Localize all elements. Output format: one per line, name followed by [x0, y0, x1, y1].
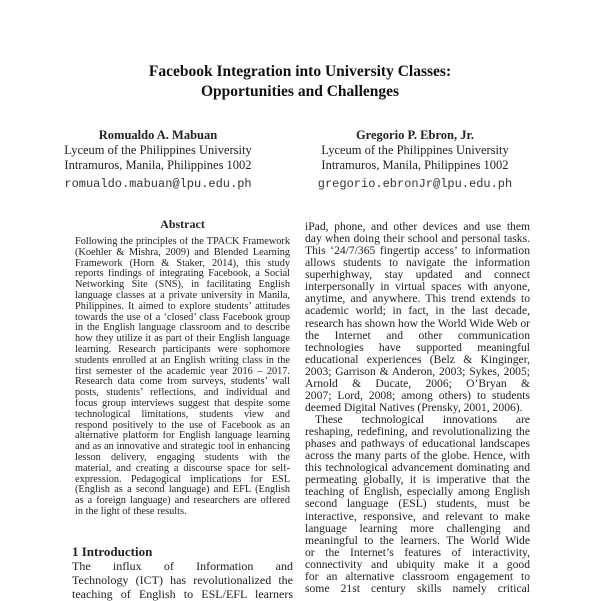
- author-name: Gregorio P. Ebron, Jr.: [355, 128, 475, 142]
- text-line: interpersonally in virtual spaces with anyone,: [305, 281, 530, 294]
- text-line: 2007; Lord, 2008; among others) to students: [305, 389, 530, 402]
- right-column-body: [305, 221, 530, 595]
- paper-title-line-2: Opportunities and Challenges: [200, 83, 400, 100]
- text-line: first semester of the academic year 2016 – 2017.: [75, 366, 290, 377]
- text-line: teaching of English, especially among English: [305, 486, 530, 499]
- text-line: how they utilize it as part of their English language: [75, 334, 290, 345]
- text-line: phases and pathways of educational landscapes: [305, 438, 530, 451]
- text-line: This ‘24/7/365 fingertip access’ to information: [305, 245, 530, 258]
- text-line: teaching of English to ESL/EFL learners: [72, 587, 293, 601]
- text-line: towards the use of a ‘closed’ class Facebook group: [75, 312, 290, 323]
- text-line: respond positively to the use of Facebook as an: [75, 420, 290, 431]
- text-line: superhighway, stay updated and connect: [305, 269, 530, 282]
- text-line: Following the principles of the TPACK Framework: [75, 237, 290, 247]
- text-line: Technology (ICT) has revolutionalized the: [72, 573, 293, 587]
- text-line: educational experiences (Belz & Kinginger,: [305, 353, 530, 366]
- author-affiliation: Lyceum of the Philippines University: [321, 143, 509, 157]
- text-line: technological limitations, students view and: [75, 409, 290, 420]
- text-line: students enrolled at an English writing class in the: [75, 355, 290, 366]
- text-line: learning. Research participants were sophomore: [75, 344, 290, 355]
- text-line: The influx of Information and: [72, 559, 293, 573]
- text-line: language classes at a private university in Manila,: [75, 290, 290, 301]
- text-line: for an alternative classroom engagement to: [305, 570, 530, 583]
- text-line: some 21st century skills namely critical: [305, 582, 530, 595]
- text-line: posts, students’ reflections, and individual and: [75, 388, 290, 399]
- author-block-2: [285, 128, 545, 192]
- text-line: language learning more challenging and: [305, 522, 530, 535]
- text-line: or the Internet’s features of interactivity,: [305, 546, 530, 559]
- abstract-body: [75, 237, 290, 518]
- author-affiliation: Lyceum of the Philippines University: [64, 143, 252, 157]
- text-line: (English as a second language) and EFL (English: [75, 485, 290, 496]
- text-line: technologies have supported meaningful: [305, 341, 530, 354]
- introduction-body: [72, 559, 293, 601]
- text-line: material, and creating a discourse space for self-: [75, 463, 290, 474]
- text-line: expression. Pedagogical implications for ESL: [75, 474, 290, 485]
- section-heading-introduction: 1 Introduction: [72, 544, 153, 559]
- text-line: and as an innovative and strategic tool in enhancing: [75, 442, 290, 453]
- text-line: meaningful to the learners. The World Wide: [305, 534, 530, 547]
- text-line: day when doing their school and personal tasks.: [305, 233, 530, 246]
- text-line: allows students to navigate the information: [305, 257, 530, 270]
- paper-title-line-1: Facebook Integration into University Classes:: [148, 63, 452, 80]
- author-block-1: [28, 128, 288, 192]
- text-line: 2003; Garrison & Anderon, 2003; Sykes, 2005;: [305, 365, 530, 378]
- text-line: deemed Digital Natives (Prensky, 2001, 2006).: [305, 401, 523, 414]
- text-line: second language (ESL) students, must be: [305, 498, 530, 511]
- text-line: this technological advancement dominating and: [305, 462, 530, 475]
- text-line: across the many parts of the globe. Hence, with: [305, 450, 530, 463]
- text-line: academic world; in fact, in the last decade,: [305, 305, 530, 318]
- text-line: the Internet and other communication: [305, 329, 530, 342]
- text-line: interactive, responsive, and relevant to make: [305, 510, 530, 523]
- text-line: iPad, phone, and other devices and use them: [305, 221, 530, 233]
- text-line: anytime, and anywhere. This trend extends to: [305, 293, 530, 306]
- text-line: Philippines. It aimed to explore students’ attitudes: [75, 301, 290, 312]
- author-email[interactable]: romualdo.mabuan@lpu.edu.ph: [64, 177, 252, 191]
- text-line: in the light of these results.: [75, 506, 187, 517]
- text-line: (Koehler & Mishra, 2009) and Blended Learning: [75, 247, 290, 258]
- text-line: alternative platform for English language learning: [75, 431, 290, 442]
- text-line: lesson delivery, engaging students with the: [75, 452, 290, 463]
- text-line: Framework (Horn & Staker, 2014), this study: [75, 258, 290, 269]
- author-name: Romualdo A. Mabuan: [98, 128, 218, 142]
- author-address: Intramuros, Manila, Philippines 1002: [64, 158, 252, 172]
- text-line: These technological innovations are: [315, 414, 530, 426]
- text-line: as a foreign language) and researchers are offered: [75, 496, 290, 507]
- text-line: Networking Site (SNS), in facilitating English: [75, 280, 290, 291]
- text-line: reports findings of integrating Facebook, a Social: [75, 269, 290, 280]
- text-line: connectivity and ubiquity make it a good: [305, 558, 530, 571]
- text-line: Research data come from surveys, students’ wall: [75, 377, 290, 388]
- text-line: reshaping, redefining, and revolutionalizing the: [305, 426, 530, 439]
- author-address: Intramuros, Manila, Philippines 1002: [321, 158, 509, 172]
- text-line: Arnold & Ducate, 2006; O’Bryan &: [305, 377, 530, 390]
- author-email[interactable]: gregorio.ebronJr@lpu.edu.ph: [317, 177, 513, 191]
- text-line: focus group interviews suggest that despite some: [75, 398, 290, 409]
- text-line: in the English language classroom and to describe: [75, 323, 290, 334]
- text-line: permeating globally, it is imperative that the: [305, 474, 530, 487]
- text-line: research has shown how the World Wide Web or: [305, 317, 530, 330]
- abstract-heading: Abstract: [160, 217, 205, 231]
